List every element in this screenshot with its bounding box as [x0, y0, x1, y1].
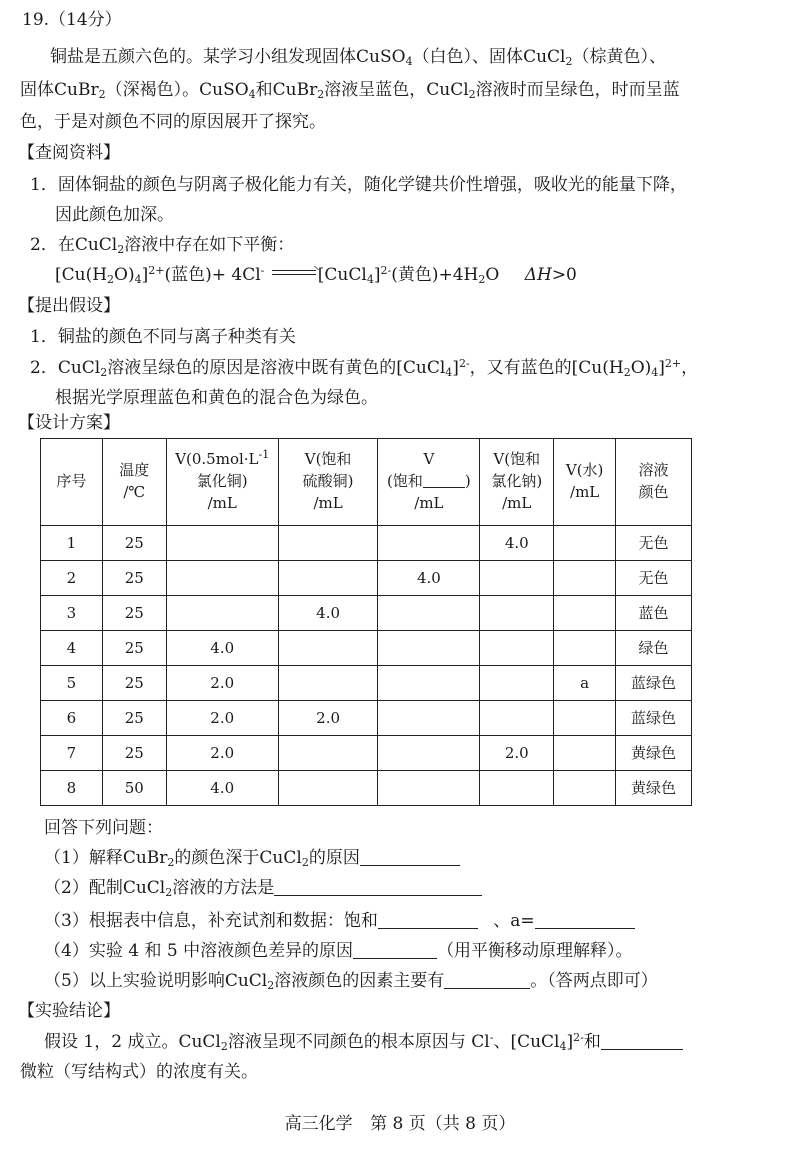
cell-cucl2: 2.0: [166, 701, 278, 736]
cell-nacl: [480, 596, 554, 631]
cell-water: [554, 736, 616, 771]
cell-cuso4: [278, 631, 378, 666]
cell-seq: 3: [41, 596, 103, 631]
question-4: （4）实验 4 和 5 中溶液颜色差异的原因 （用平衡移动原理解释）。: [44, 941, 633, 961]
cell-nacl: [480, 701, 554, 736]
cell-temp: 50: [102, 771, 166, 806]
col-header-blank-reagent: V (饱和 ) /mL: [378, 439, 480, 526]
answer-blank-q4[interactable]: [353, 940, 437, 959]
cell-temp: 25: [102, 526, 166, 561]
section-conclusion: 【实验结论】: [18, 1001, 120, 1021]
col-header-color: 溶液 颜色: [616, 439, 692, 526]
cell-cuso4: 2.0: [278, 701, 378, 736]
cell-color: 无色: [616, 561, 692, 596]
cell-seq: 8: [41, 771, 103, 806]
table-row: [41, 561, 692, 596]
cell-temp: 25: [102, 631, 166, 666]
cell-blank: 4.0: [378, 561, 480, 596]
cell-seq: 5: [41, 666, 103, 701]
hypothesis-1: 1．铜盐的颜色不同与离子种类有关: [30, 327, 296, 347]
cell-temp: 25: [102, 701, 166, 736]
col-header-seq: 序号: [41, 439, 103, 526]
equilibrium-equation: $[Cu(H_2O)_4]^{2+}$(蓝色)+ 4Cl- [CuCl$_4$]$^{2-}$(黄色)$+4H_2O$ ΔH>0: [55, 264, 577, 286]
cell-cucl2: 4.0: [166, 771, 278, 806]
cell-temp: 25: [102, 561, 166, 596]
intro-line-2: 固体CuBr$_2$（深褐色）。CuSO$_4$和CuBr$_2$溶液呈蓝色，CuCl$_2$溶液时而呈绿色，时而呈蓝: [20, 80, 680, 101]
lookup-item-2: 2．在CuCl$_2$溶液中存在如下平衡：: [30, 235, 295, 256]
question-number: 19.: [22, 10, 50, 30]
cell-cuso4: [278, 666, 378, 701]
questions-lead: 回答下列问题：: [44, 818, 163, 838]
intro-line-1: 铜盐是五颜六色的。某学习小组发现固体CuSO$_4$（白色）、固体CuCl$_2$（棕黄色）、: [50, 47, 666, 68]
cell-temp: 25: [102, 666, 166, 701]
hypothesis-2-cont: 根据光学原理蓝色和黄色的混合色为绿色。: [55, 388, 378, 408]
col-header-water: V(水) /mL: [554, 439, 616, 526]
cell-cuso4: [278, 561, 378, 596]
page-footer: [0, 1112, 800, 1138]
intro-line-3: 色，于是对颜色不同的原因展开了探究。: [20, 112, 326, 132]
table-row: [41, 701, 692, 736]
cell-seq: 1: [41, 526, 103, 561]
cell-cuso4: [278, 736, 378, 771]
cell-cucl2: [166, 561, 278, 596]
cell-water: [554, 771, 616, 806]
cell-color: 黄绿色: [616, 736, 692, 771]
answer-blank-q3-reagent[interactable]: [378, 910, 478, 929]
cell-color: 蓝色: [616, 596, 692, 631]
cell-cucl2: [166, 526, 278, 561]
cell-temp: 25: [102, 736, 166, 771]
answer-blank-q3-a[interactable]: [535, 910, 635, 929]
question-5: （5）以上实验说明影响CuCl$_2$溶液颜色的因素主要有 。（答两点即可）: [44, 971, 658, 992]
cell-cucl2: 2.0: [166, 666, 278, 701]
cell-water: a: [554, 666, 616, 701]
cell-color: 绿色: [616, 631, 692, 666]
cell-water: [554, 631, 616, 666]
col-header-cucl2: $V(0.5mol\cdot L^{-1}$ 氯化铜) /mL: [166, 439, 278, 526]
equilibrium-arrow-icon: [272, 268, 316, 278]
cell-water: [554, 596, 616, 631]
question-1: （1）解释CuBr$_2$的颜色深于CuCl$_2$的原因: [44, 846, 460, 872]
cell-cuso4: [278, 771, 378, 806]
cell-seq: 2: [41, 561, 103, 596]
table-row: [41, 526, 692, 561]
cell-cucl2: 2.0: [166, 736, 278, 771]
section-hypothesis: 【提出假设】: [18, 296, 120, 316]
experiment-table: [40, 438, 692, 806]
footer-subject: 高三化学: [284, 1114, 353, 1134]
conclusion-line-2: 微粒（写结构式）的浓度有关。: [20, 1062, 258, 1082]
cell-cuso4: [278, 526, 378, 561]
cell-nacl: [480, 561, 554, 596]
question-header: [22, 8, 122, 34]
cell-blank: [378, 736, 480, 771]
cell-temp: 25: [102, 596, 166, 631]
cell-nacl: [480, 631, 554, 666]
cell-color: 蓝绿色: [616, 701, 692, 736]
cell-nacl: 2.0: [480, 736, 554, 771]
cell-blank: [378, 771, 480, 806]
cell-water: [554, 701, 616, 736]
answer-blank-q5[interactable]: [444, 970, 530, 989]
cell-color: 无色: [616, 526, 692, 561]
cell-nacl: [480, 666, 554, 701]
cell-cucl2: 4.0: [166, 631, 278, 666]
section-lookup: 【查阅资料】: [18, 143, 120, 163]
cell-cucl2: [166, 596, 278, 631]
cell-color: 黄绿色: [616, 771, 692, 806]
conclusion-line-1: 假设 1，2 成立。CuCl$_2$溶液呈现不同颜色的根本原因与 Cl-、[CuCl$_4$]$^{2-}$和: [44, 1030, 683, 1056]
cell-nacl: [480, 771, 554, 806]
table-row: [41, 771, 692, 806]
cell-blank: [378, 701, 480, 736]
lookup-item-1-cont: 因此颜色加深。: [55, 205, 174, 225]
col-header-cuso4: V(饱和 硫酸铜) /mL: [278, 439, 378, 526]
answer-blank-conclusion[interactable]: [601, 1031, 683, 1050]
cell-seq: 7: [41, 736, 103, 771]
cell-cuso4: 4.0: [278, 596, 378, 631]
question-points: （14分）: [49, 10, 122, 30]
footer-page-number: 第 8 页（共 8 页）: [370, 1114, 516, 1134]
answer-blank-q1[interactable]: [360, 847, 460, 866]
cell-blank: [378, 631, 480, 666]
cell-color: 蓝绿色: [616, 666, 692, 701]
hypothesis-2: 2．CuCl$_2$溶液呈绿色的原因是溶液中既有黄色的[CuCl$_4$]$^{2-}$，又有蓝色的$[Cu(H_2O)_4]^{2+}$，: [30, 357, 699, 379]
cell-seq: 4: [41, 631, 103, 666]
question-2: （2）配制CuCl$_2$溶液的方法是: [44, 876, 482, 902]
cell-water: [554, 561, 616, 596]
question-3: （3）根据表中信息，补充试剂和数据：饱和 、a=: [44, 909, 635, 935]
cell-blank: [378, 596, 480, 631]
table-header-row: [41, 439, 692, 526]
col-header-temp: 温度 /℃: [102, 439, 166, 526]
col-header-nacl: V(饱和 氯化钠) /mL: [480, 439, 554, 526]
answer-blank-q2[interactable]: [274, 877, 482, 896]
reagent-answer-blank[interactable]: [423, 473, 465, 488]
table-row: [41, 736, 692, 771]
lookup-item-1: 1．固体铜盐的颜色与阴离子极化能力有关，随化学键共价性增强，吸收光的能量下降，: [30, 175, 687, 195]
cell-blank: [378, 526, 480, 561]
cell-water: [554, 526, 616, 561]
cell-seq: 6: [41, 701, 103, 736]
section-design: 【设计方案】: [18, 413, 120, 433]
cell-blank: [378, 666, 480, 701]
table-row: [41, 666, 692, 701]
cell-nacl: 4.0: [480, 526, 554, 561]
table-row: [41, 596, 692, 631]
table-row: [41, 631, 692, 666]
